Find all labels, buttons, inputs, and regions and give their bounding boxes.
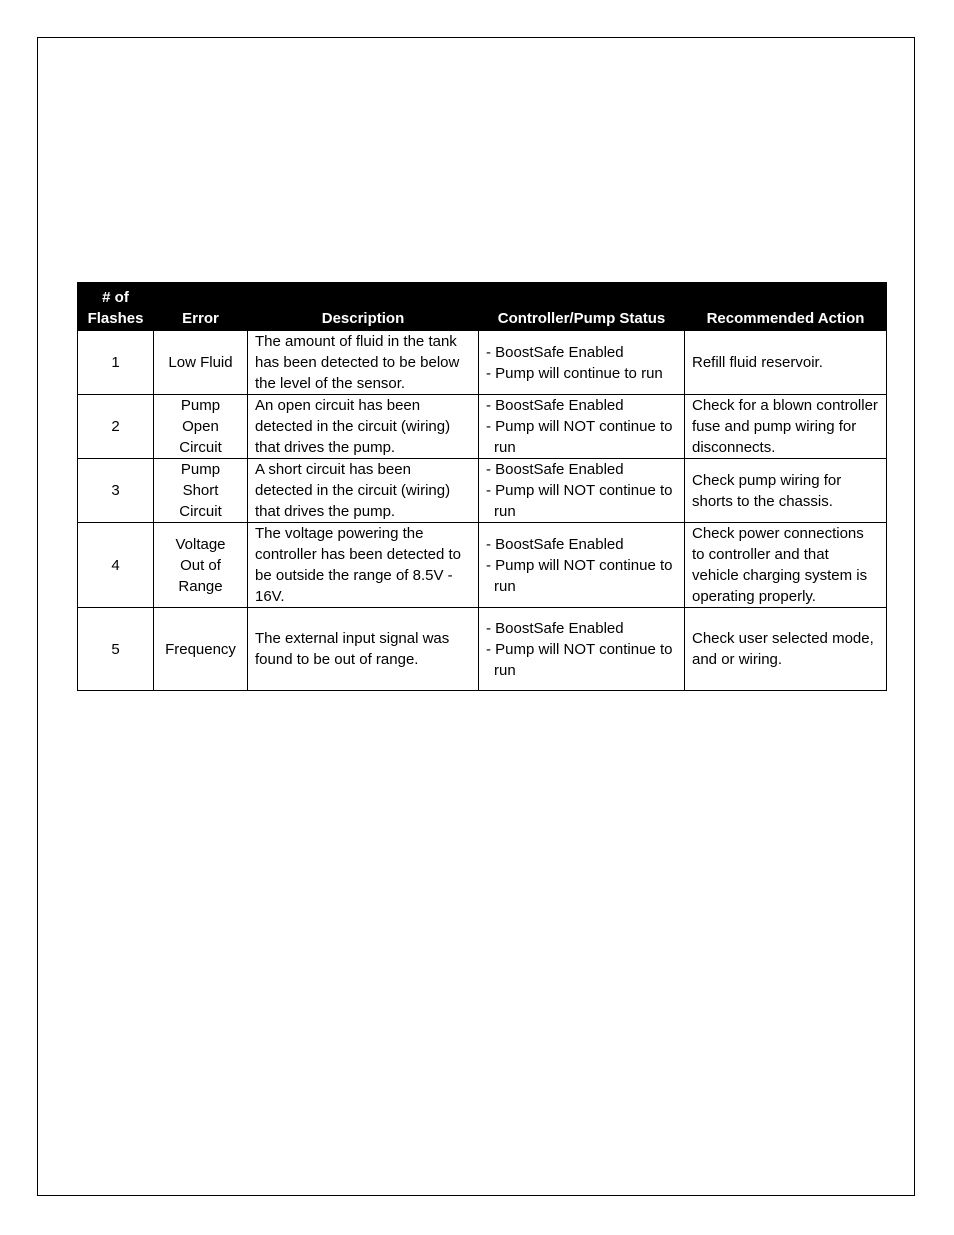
cell-action: Check power connections to controller and that vehicle charging system is operating properly. <box>685 523 887 608</box>
cell-error: Voltage Out of Range <box>154 523 248 608</box>
header-action: Recommended Action <box>685 283 887 331</box>
header-row <box>78 283 887 331</box>
cell-flashes: 4 <box>78 523 154 608</box>
table-row <box>78 331 887 395</box>
status-line: - BoostSafe Enabled <box>486 343 624 361</box>
status-line: - Pump will NOT continue to run <box>486 556 673 595</box>
cell-error: Pump Short Circuit <box>154 459 248 523</box>
cell-flashes: 5 <box>78 608 154 691</box>
cell-flashes: 2 <box>78 395 154 459</box>
cell-description: The external input signal was found to be out of range. <box>248 608 479 691</box>
cell-description: An open circuit has been detected in the circuit (wiring) that drives the pump. <box>248 395 479 459</box>
cell-error: Frequency <box>154 608 248 691</box>
cell-action: Check pump wiring for shorts to the chassis. <box>685 459 887 523</box>
status-line: - Pump will NOT continue to run <box>486 418 673 456</box>
cell-status <box>479 523 685 608</box>
cell-status <box>479 459 685 523</box>
header-flashes <box>78 283 154 331</box>
cell-description: The voltage powering the controller has been detected to be outside the range of 8.5V - 16V. <box>248 523 479 608</box>
cell-description: The amount of fluid in the tank has been detected to be below the level of the sensor. <box>248 331 479 395</box>
cell-action: Check user selected mode, and or wiring. <box>685 608 887 691</box>
header-flashes-line2: Flashes <box>87 310 144 327</box>
cell-action: Refill fluid reservoir. <box>685 331 887 395</box>
cell-status <box>479 608 685 691</box>
cell-status <box>479 331 685 395</box>
header-error: Error <box>154 283 248 331</box>
table-row <box>78 395 887 459</box>
table-row <box>78 523 887 608</box>
table-row <box>78 459 887 523</box>
status-line: - BoostSafe Enabled <box>486 461 624 478</box>
status-line: - BoostSafe Enabled <box>486 619 624 637</box>
header-description: Description <box>248 283 479 331</box>
cell-description: A short circuit has been detected in the circuit (wiring) that drives the pump. <box>248 459 479 523</box>
status-line: - BoostSafe Enabled <box>486 535 624 553</box>
cell-status <box>479 395 685 459</box>
status-line: - Pump will NOT continue to run <box>486 640 673 679</box>
cell-flashes: 1 <box>78 331 154 395</box>
header-flashes-line1: # of <box>102 289 129 306</box>
cell-action: Check for a blown controller fuse and pump wiring for disconnects. <box>685 395 887 459</box>
cell-error: Pump Open Circuit <box>154 395 248 459</box>
status-line: - BoostSafe Enabled <box>486 397 624 414</box>
status-line: - Pump will continue to run <box>486 364 663 382</box>
cell-error: Low Fluid <box>154 331 248 395</box>
status-line: - Pump will NOT continue to run <box>486 482 673 520</box>
table-row <box>78 608 887 691</box>
header-status: Controller/Pump Status <box>479 283 685 331</box>
error-codes-table <box>77 282 887 691</box>
table-body <box>78 331 887 691</box>
table-header <box>78 283 887 331</box>
cell-flashes: 3 <box>78 459 154 523</box>
